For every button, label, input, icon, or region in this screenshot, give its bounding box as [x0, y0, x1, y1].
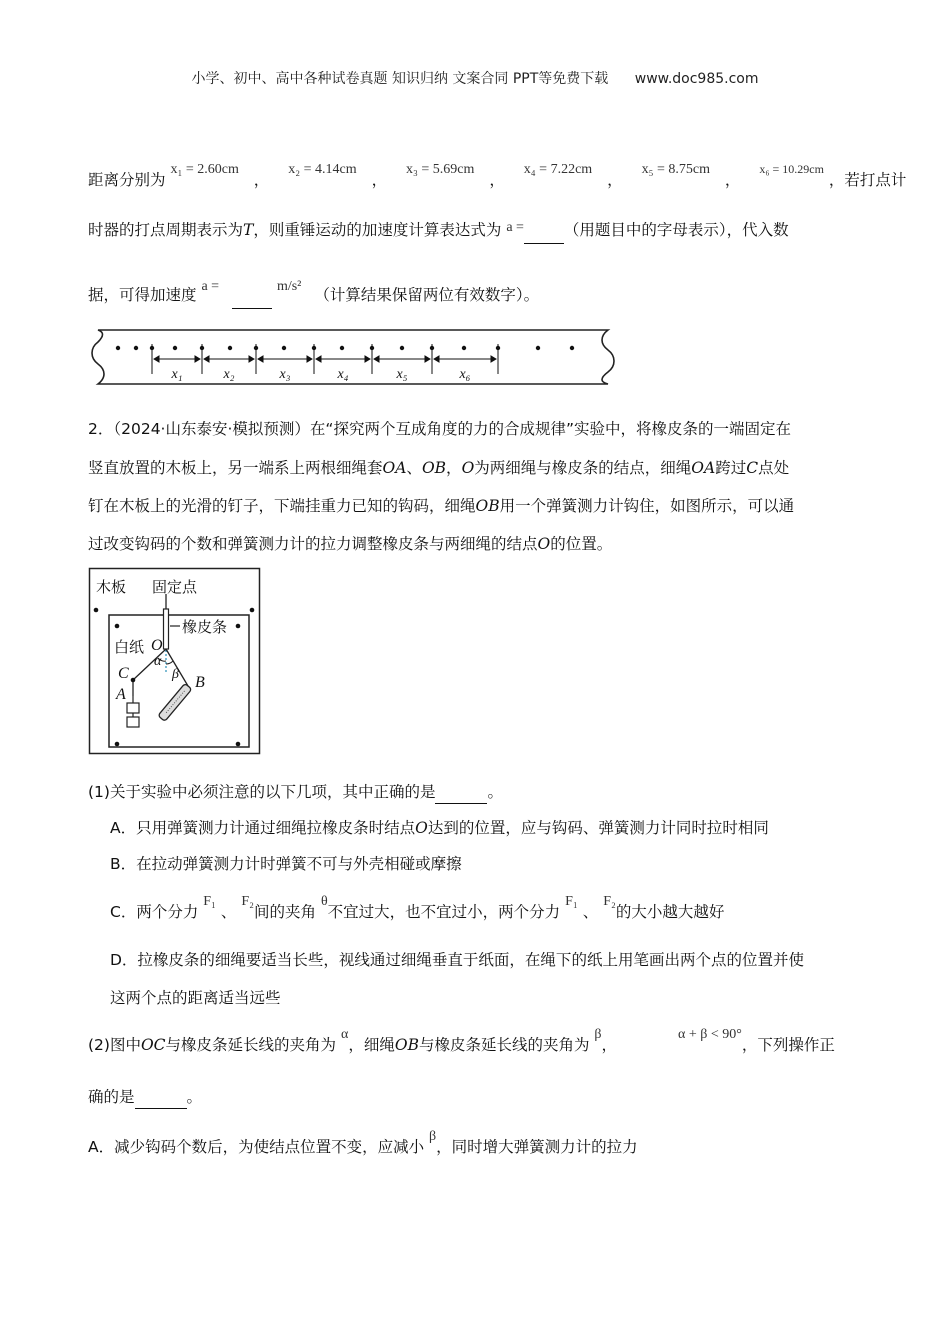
answer-blank-formula[interactable] — [524, 225, 564, 244]
label-paper: 白纸 — [114, 640, 145, 656]
tape-dot — [340, 346, 344, 350]
q2-line-2: 竖直放置的木板上，另一端系上两根细绳套OA、OB，O为两细绳与橡皮条的结点，细绳OA跨过C点处 — [88, 459, 790, 477]
answer-blank-sub1[interactable] — [435, 785, 487, 804]
tape-label-x6: x₆ — [459, 367, 471, 382]
answer-blank-acceleration[interactable] — [232, 290, 272, 309]
tape-arrows — [154, 356, 496, 362]
q2-sub1-option-A[interactable]: A．只用弹簧测力计通过细绳拉橡皮条时结点O达到的位置，应与钩码、弹簧测力计同时拉时相同 — [110, 819, 769, 837]
q2-line-4: 过改变钩码的个数和弹簧测力计的拉力调整橡皮条与两细绳的结点O的位置。 — [88, 535, 613, 553]
distance-x5: x₅ = 8.75cm — [641, 162, 710, 177]
hook-weight — [127, 717, 139, 727]
corner-pin — [236, 742, 241, 747]
tape-dot — [462, 346, 466, 350]
tape-label-x5: x₅ — [396, 367, 408, 382]
wood-board — [90, 569, 260, 754]
tape-dot — [570, 346, 574, 350]
q2-sub1-option-B[interactable]: B．在拉动弹簧测力计时弹簧不可与外壳相碰或摩擦 — [110, 855, 462, 873]
label-board: 木板 — [96, 580, 127, 596]
tape-dot — [116, 346, 120, 350]
label-alpha: α — [154, 654, 162, 669]
nail-C — [131, 678, 136, 683]
distance-x6: x₆ = 10.29cm — [759, 162, 824, 176]
paper-tape-figure — [88, 326, 618, 388]
hook-weight — [127, 703, 139, 713]
tape-label-x2: x₂ — [223, 367, 235, 382]
label-fixed-point: 固定点 — [152, 580, 198, 596]
q1-line-3: 据，可得加速度 a = m/s² （计算结果保留两位有效数字）。 — [88, 283, 539, 309]
q2-sub1-option-D-cont: 这两个点的距离适当远些 — [110, 989, 281, 1007]
tape-dot — [173, 346, 177, 350]
q2-sub2-stem: (2)图中OC与橡皮条延长线的夹角为 α，细绳OB与橡皮条延长线的夹角为 β， α + β < 90°，下列操作正 — [88, 1027, 835, 1054]
tape-dot — [400, 346, 404, 350]
q2-sub2-option-A[interactable]: A．减少钩码个数后，为使结点位置不变，应减小 β，同时增大弹簧测力计的拉力 — [88, 1129, 638, 1156]
label-O: O — [151, 637, 163, 654]
corner-pin — [94, 608, 99, 613]
q2-sub1-option-C[interactable]: C．两个分力 F₁ 、 F₂间的夹角 θ不宜过大，也不宜过小，两个分力 F₁ 、 F₂的大小越大越好 — [110, 894, 725, 921]
q2-sub1-option-D[interactable]: D．拉橡皮条的细绳要适当长些，视线通过细绳垂直于纸面，在绳下的纸上用笔画出两个点的位置并使 — [110, 951, 804, 969]
distance-x4: x₄ = 7.22cm — [523, 162, 593, 177]
spring-scale — [158, 683, 192, 721]
label-C: C — [118, 665, 129, 682]
tape-dot — [134, 346, 138, 350]
q2-sub2-stem-cont: 确的是 。 — [88, 1085, 202, 1109]
tape-outline — [92, 330, 614, 384]
tape-label-x3: x₃ — [279, 367, 291, 382]
answer-blank-sub2[interactable] — [135, 1090, 187, 1109]
q1-line-1: 距离分别为 x₁ = 2.60cm ， x₂ = 4.14cm ， x₃ = 5.69cm ， x₄ = 7.22cm ， x₅ = 8.75cm ， $^{x_6 = 10.29cm}$ ，若打点计 — [88, 162, 907, 189]
tape-dots — [116, 346, 574, 350]
label-A: A — [116, 686, 126, 703]
label-rubber: 橡皮条 — [182, 620, 228, 636]
distance-x3: x₃ = 5.69cm — [406, 162, 475, 177]
header-site-link[interactable]: www.doc985.com — [634, 71, 759, 87]
tape-label-x1: x₁ — [171, 367, 183, 382]
corner-pin — [115, 742, 120, 747]
distance-x2: x₂ = 4.14cm — [288, 162, 357, 177]
label-B: B — [195, 674, 205, 691]
tape-label-x4: x₄ — [337, 367, 349, 382]
tape-dot — [536, 346, 540, 350]
label-beta: β — [172, 667, 179, 682]
q1-line-2: 时器的打点周期表示为T，则重锤运动的加速度计算表达式为 a = （用题目中的字母表示），代入数 — [88, 218, 789, 244]
distance-x1: x₁ = 2.60cm — [170, 162, 239, 177]
corner-pin — [236, 624, 241, 629]
q2-sub1-stem: (1)关于实验中必须注意的以下几项，其中正确的是 。 — [88, 780, 503, 804]
header-text: 小学、初中、高中各种试卷真题 知识归纳 文案合同 PPT等免费下载 — [191, 71, 609, 87]
corner-pin — [115, 624, 120, 629]
page-header — [0, 68, 950, 88]
q2-line-3: 钉在木板上的光滑的钉子，下端挂重力已知的钩码，细绳OB用一个弹簧测力计钩住，如图所示，可以通 — [88, 497, 795, 515]
force-experiment-figure — [88, 566, 262, 756]
corner-pin — [250, 608, 255, 613]
tape-dot — [282, 346, 286, 350]
q2-line-1: 2．（2024·山东泰安·模拟预测）在“探究两个互成角度的力的合成规律”实验中，将橡皮条的一端固定在 — [88, 420, 791, 438]
rubber-band — [164, 609, 169, 649]
tape-dot — [228, 346, 232, 350]
